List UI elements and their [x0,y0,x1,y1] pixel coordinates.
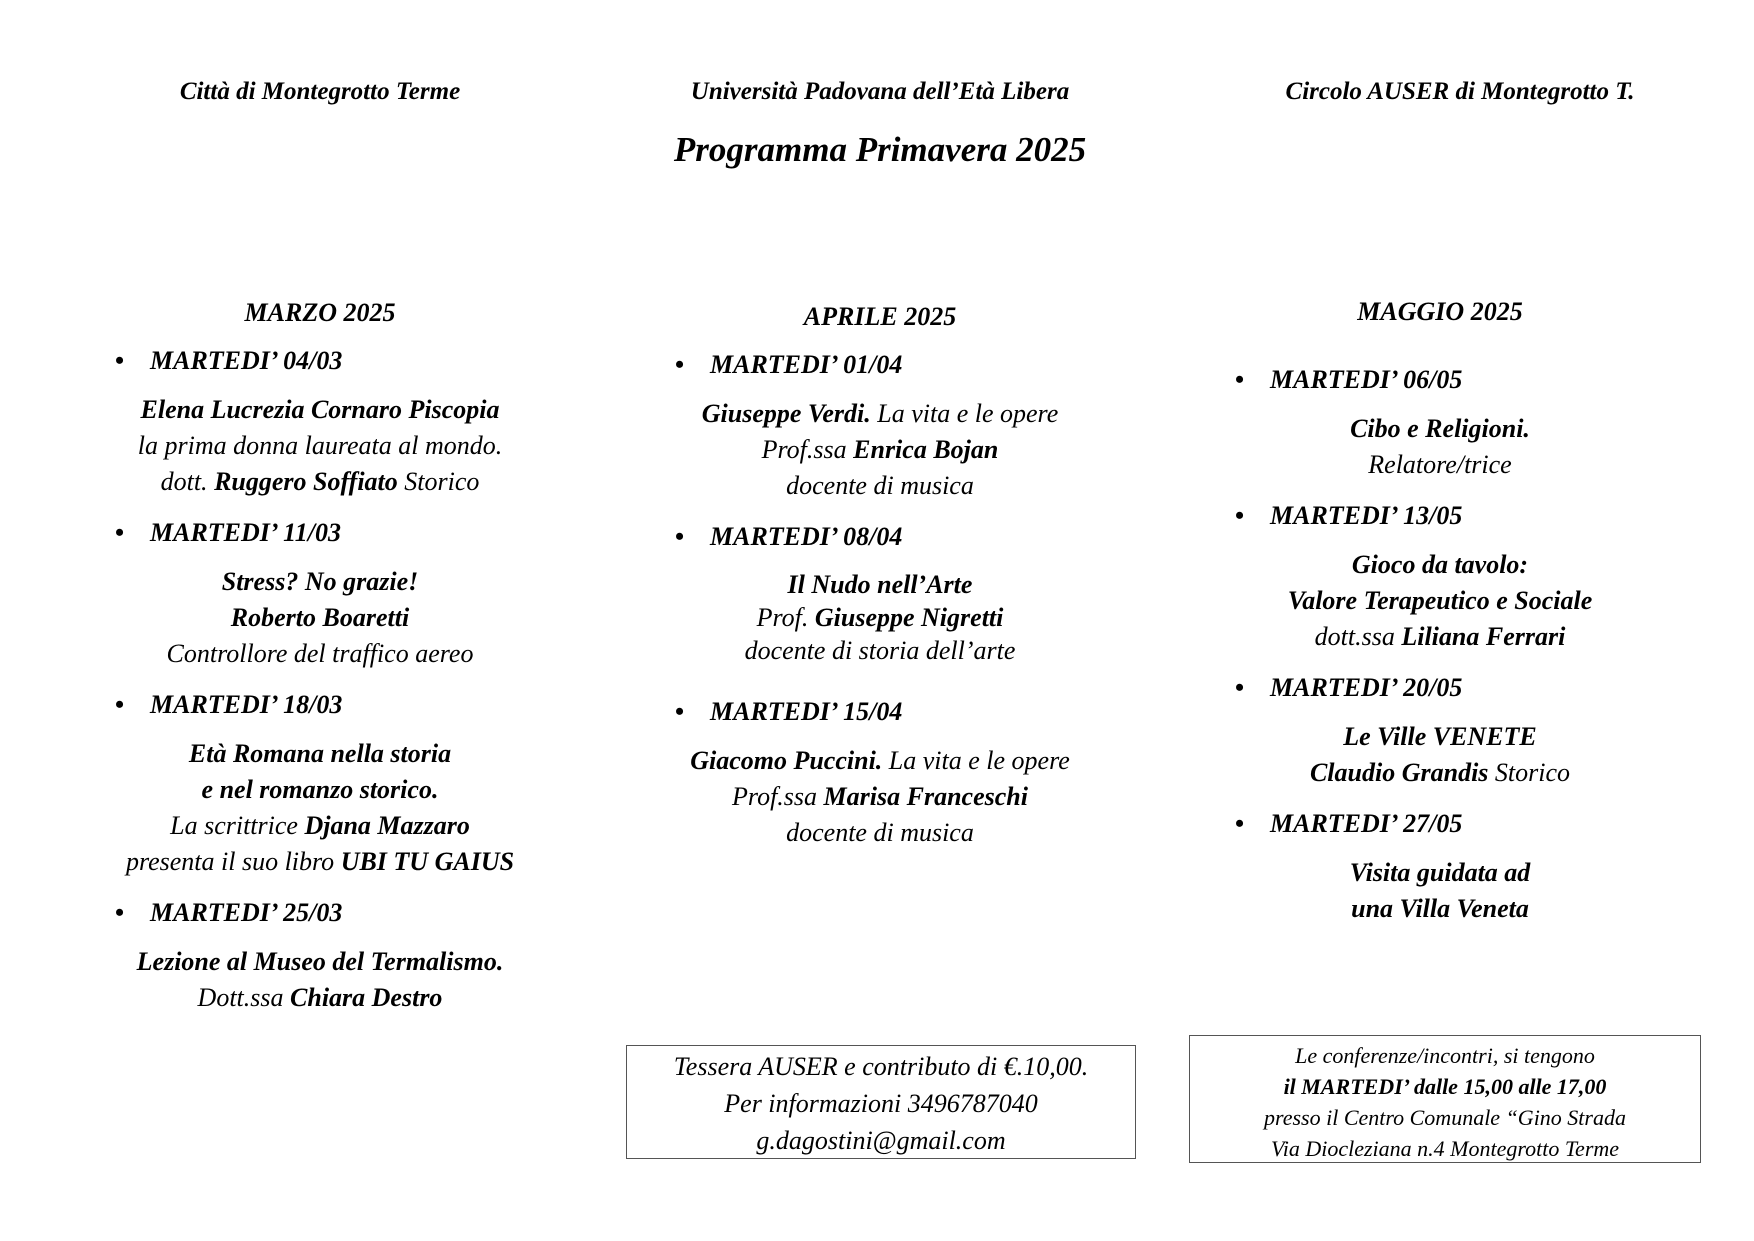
bullet-icon: • [115,518,125,547]
bullet-icon: • [675,697,685,726]
column-aprile [620,302,1140,869]
column-maggio [1180,297,1700,945]
bullet-icon: • [1235,673,1245,702]
column-marzo [60,298,580,1034]
bullet-icon: • [1235,809,1245,838]
event-details: Il Nudo nell’Arte Prof. Giuseppe Nigretti docente di storia dell’arte [744,570,1016,665]
event-details: Giuseppe Verdi. La vita e le opere Prof.ssa Enrica Bojan docente di musica [701,399,1059,500]
bullet-icon: • [1235,365,1245,394]
header-circolo: Circolo AUSER di Montegrotto T. [1285,78,1635,105]
month-title-maggio: MAGGIO 2025 [1357,297,1523,326]
event-details: Età Romana nella storia e nel romanzo storico. La scrittrice Djana Mazzaro presenta il suo libro UBI TU GAIUS [125,739,515,876]
event-details: Visita guidata ad una Villa Veneta [1349,858,1531,923]
event-details: Gioco da tavolo: Valore Terapeutico e Sociale dott.ssa Liliana Ferrari [1287,550,1593,651]
membership-box: Tessera AUSER e contributo di €.10,00. Per informazioni 3496787040 g.dagostini@gmail.com [626,1045,1136,1159]
schedule-info-box: Le conferenze/incontri, si tengono il MARTEDI’ dalle 15,00 alle 17,00 presso il Centro Comunale “Gino Strada Via Diocleziana n.4 Montegrotto Terme [1189,1035,1701,1163]
date-item: • MARTEDI’ 08/04 [675,522,903,551]
bullet-icon: • [115,898,125,927]
event-details: Stress? No grazie! Roberto Boaretti Controllore del traffico aereo [166,567,474,668]
bullet-icon: • [115,690,125,719]
bullet-icon: • [115,346,125,375]
date-item: • MARTEDI’ 11/03 [115,518,341,547]
date-item: • MARTEDI’ 13/05 [1235,501,1463,530]
program-title: Programma Primavera 2025 [673,130,1087,169]
contact-email: g.dagostini@gmail.com [756,1126,1006,1155]
event-details: Elena Lucrezia Cornaro Piscopia la prima donna laureata al mondo. dott. Ruggero Soffiato Storico [137,395,503,496]
date-item: • MARTEDI’ 20/05 [1235,673,1463,702]
month-title-aprile: APRILE 2025 [803,302,957,331]
event-details: Cibo e Religioni. Relatore/trice [1350,414,1530,479]
date-item: • MARTEDI’ 01/04 [675,350,903,379]
date-item: • MARTEDI’ 04/03 [115,346,343,375]
date-item: • MARTEDI’ 06/05 [1235,365,1463,394]
bullet-icon: • [675,350,685,379]
bullet-icon: • [1235,501,1245,530]
event-details: Giacomo Puccini. La vita e le opere Prof.ssa Marisa Franceschi docente di musica [690,746,1070,847]
event-details: Le Ville VENETE Claudio Grandis Storico [1309,722,1571,787]
date-item: • MARTEDI’ 15/04 [675,697,903,726]
month-title-marzo: MARZO 2025 [244,298,396,327]
bullet-icon: • [675,522,685,551]
header-university: Università Padovana dell’Età Libera [690,78,1070,105]
date-item: • MARTEDI’ 25/03 [115,898,343,927]
date-item: • MARTEDI’ 27/05 [1235,809,1463,838]
date-item: • MARTEDI’ 18/03 [115,690,343,719]
header-city: Città di Montegrotto Terme [179,78,461,105]
event-details: Lezione al Museo del Termalismo. Dott.ssa Chiara Destro [136,947,504,1012]
